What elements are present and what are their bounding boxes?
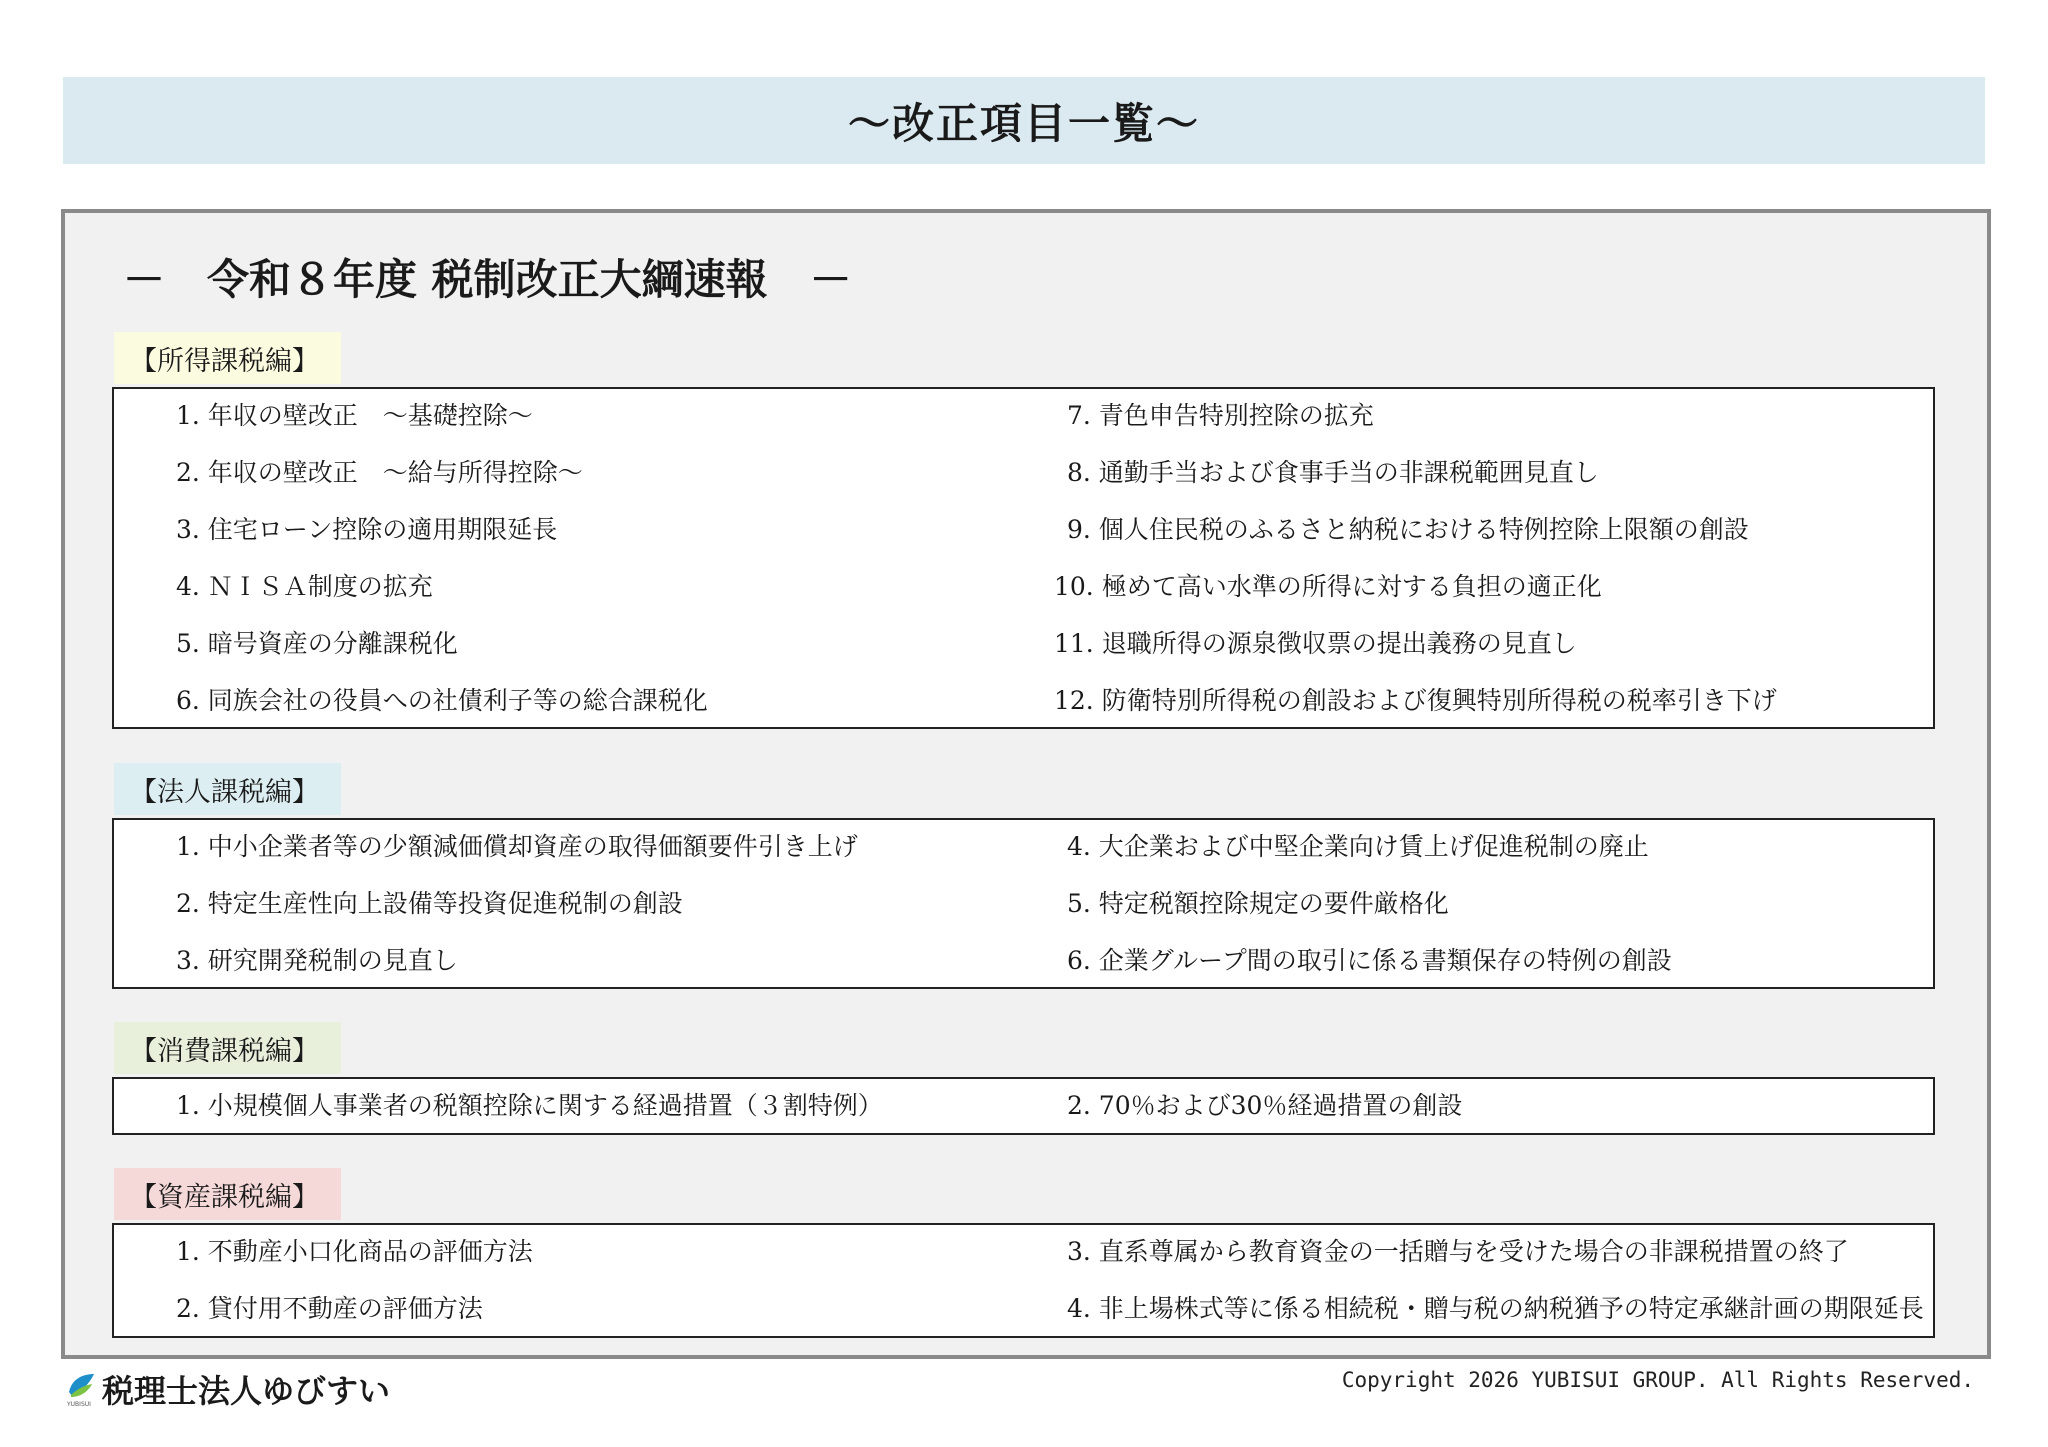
section-box-asset xyxy=(112,1223,1935,1338)
page-title: ～改正項目一覧～ xyxy=(847,98,1200,148)
list-item: 1. 小規模個人事業者の税額控除に関する経過措置（３割特例） xyxy=(176,1091,883,1120)
company-logo xyxy=(66,1366,390,1412)
list-item: 6. 同族会社の役員への社債利子等の総合課税化 xyxy=(176,686,708,715)
section-label-asset: 【資産課税編】 xyxy=(114,1168,341,1220)
copyright-notice: Copyright 2026 YUBISUI GROUP. All Rights Reserved. xyxy=(1341,1368,1974,1392)
section-box-consumption xyxy=(112,1077,1935,1135)
logo-subtext: YUBISUI xyxy=(67,1401,91,1408)
list-item: 5. 暗号資産の分離課税化 xyxy=(176,629,458,658)
list-item: 10. 極めて高い水準の所得に対する負担の適正化 xyxy=(1054,572,1602,601)
section-label-corporate: 【法人課税編】 xyxy=(114,763,341,815)
yubisui-leaf-logo-icon xyxy=(66,1370,96,1408)
section-box-income xyxy=(112,387,1935,729)
panel-title: － 令和８年度 税制改正大綱速報 － xyxy=(123,255,852,304)
list-item: 2. 70％および30％経過措置の創設 xyxy=(1067,1091,1463,1120)
section-box-corporate xyxy=(112,818,1935,989)
list-item: 12. 防衛特別所得税の創設および復興特別所得税の税率引き下げ xyxy=(1054,686,1777,715)
content-panel xyxy=(61,209,1991,1359)
list-item: 5. 特定税額控除規定の要件厳格化 xyxy=(1067,889,1449,918)
section-label-income: 【所得課税編】 xyxy=(114,332,341,384)
list-item: 11. 退職所得の源泉徴収票の提出義務の見直し xyxy=(1054,629,1577,658)
list-item: 1. 中小企業者等の少額減価償却資産の取得価額要件引き上げ xyxy=(176,832,858,861)
list-item: 3. 直系尊属から教育資金の一括贈与を受けた場合の非課税措置の終了 xyxy=(1067,1237,1849,1266)
list-item: 8. 通勤手当および食事手当の非課税範囲見直し xyxy=(1067,458,1599,487)
list-item: 2. 特定生産性向上設備等投資促進税制の創設 xyxy=(176,889,683,918)
list-item: 1. 年収の壁改正 ～基礎控除～ xyxy=(176,401,533,430)
list-item: 6. 企業グループ間の取引に係る書類保存の特例の創設 xyxy=(1067,946,1672,975)
list-item: 7. 青色申告特別控除の拡充 xyxy=(1067,401,1374,430)
list-item: 2. 貸付用不動産の評価方法 xyxy=(176,1294,483,1323)
list-item: 1. 不動産小口化商品の評価方法 xyxy=(176,1237,533,1266)
list-item: 2. 年収の壁改正 ～給与所得控除～ xyxy=(176,458,583,487)
section-label-consumption: 【消費課税編】 xyxy=(114,1022,341,1074)
company-name: 税理士法人ゆびすい xyxy=(102,1372,391,1410)
page-banner xyxy=(63,77,1985,164)
list-item: 9. 個人住民税のふるさと納税における特例控除上限額の創設 xyxy=(1067,515,1749,544)
list-item: 3. 住宅ローン控除の適用期限延長 xyxy=(176,515,558,544)
list-item: 4. ＮＩＳＡ制度の拡充 xyxy=(176,572,433,601)
list-item: 4. 非上場株式等に係る相続税・贈与税の納税猶予の特定承継計画の期限延長 xyxy=(1067,1294,1924,1323)
list-item: 3. 研究開発税制の見直し xyxy=(176,946,458,975)
list-item: 4. 大企業および中堅企業向け賃上げ促進税制の廃止 xyxy=(1067,832,1649,861)
